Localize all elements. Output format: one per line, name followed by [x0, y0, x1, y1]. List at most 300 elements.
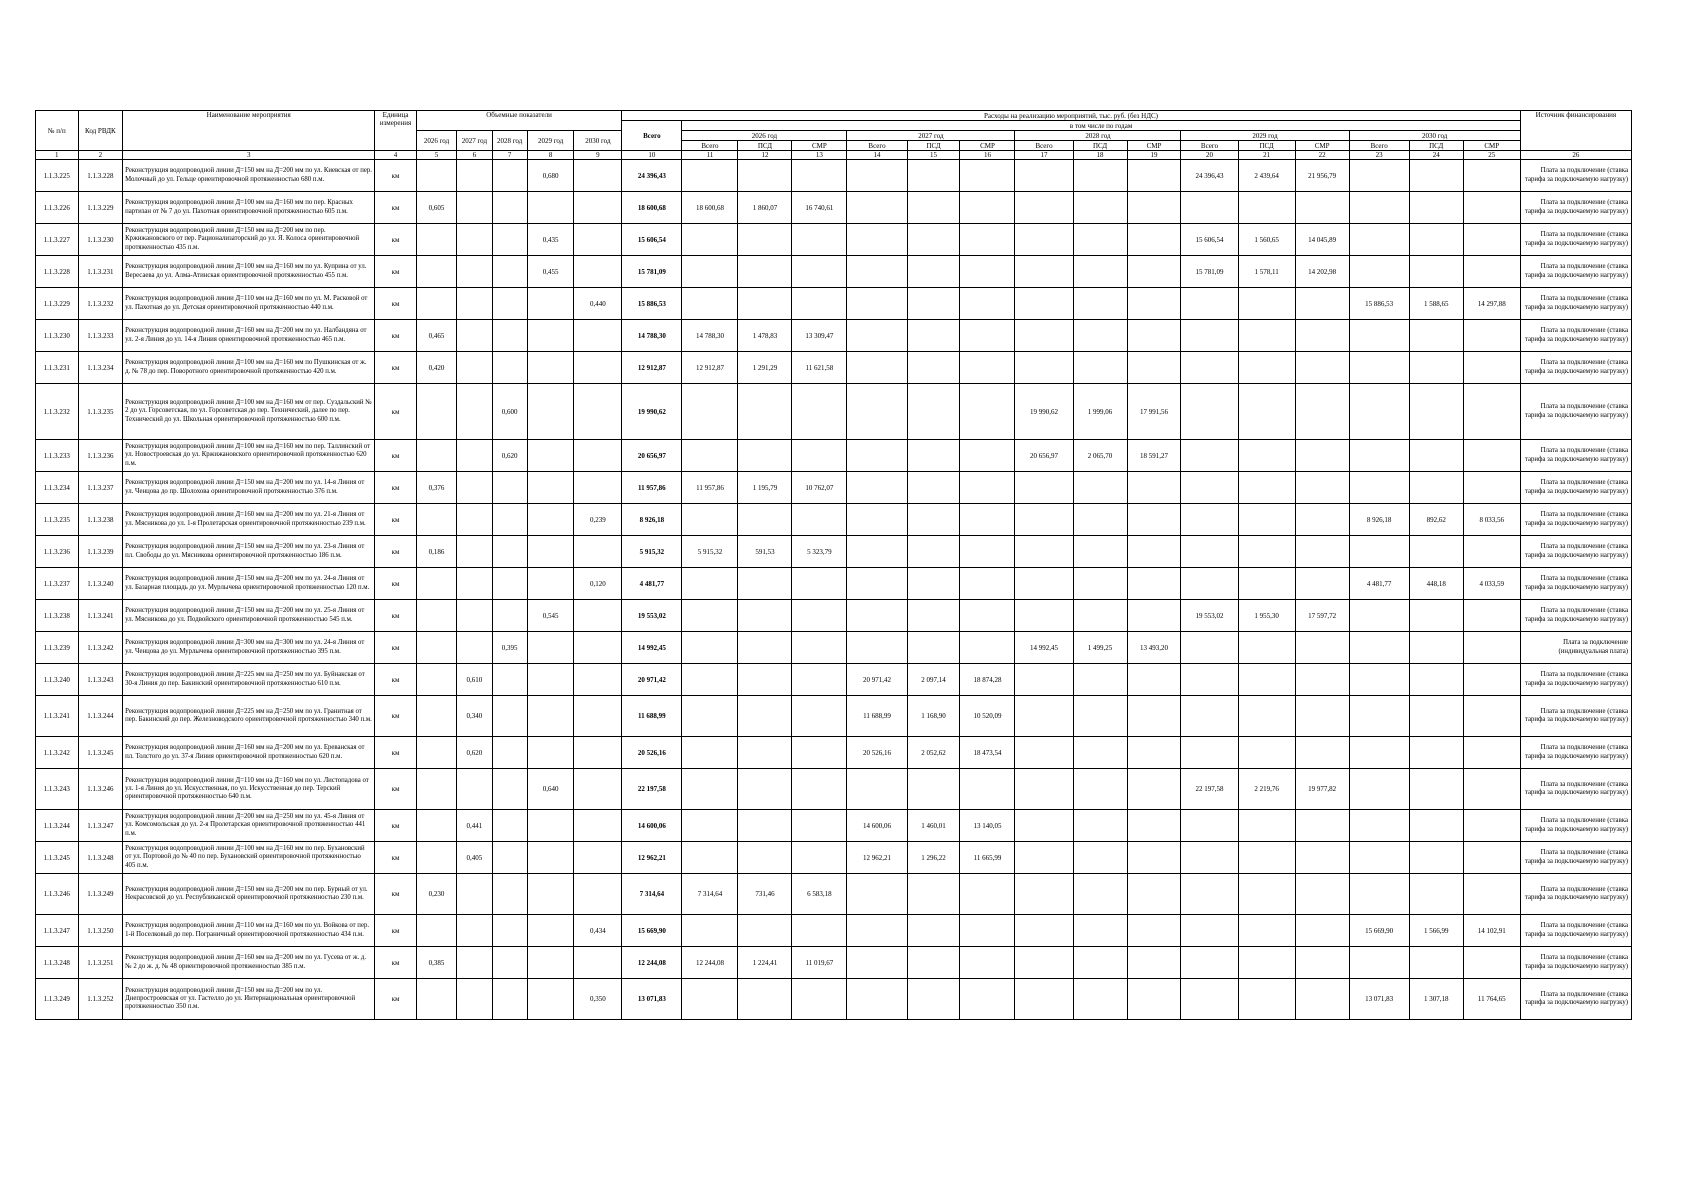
volume-2029	[527, 472, 574, 504]
expense-2026-psd	[738, 842, 792, 874]
expense-2026-total	[682, 440, 738, 472]
expense-2030-total	[1349, 600, 1409, 632]
volume-2026	[416, 504, 456, 536]
row-code: 1.1.3.228	[78, 160, 123, 192]
expense-2030-psd	[1409, 947, 1463, 979]
expense-2029-total	[1181, 504, 1238, 536]
row-total: 15 606,54	[622, 224, 682, 256]
expense-2026-psd: 1 195,79	[738, 472, 792, 504]
volume-2030	[574, 352, 622, 384]
expense-2030-total	[1349, 696, 1409, 737]
expense-2030-psd	[1409, 874, 1463, 915]
expense-2028-psd	[1073, 192, 1127, 224]
volume-2026: 0,186	[416, 536, 456, 568]
expense-2026-psd: 1 860,07	[738, 192, 792, 224]
expense-2030-smr	[1463, 664, 1520, 696]
expense-2028-total	[1015, 696, 1073, 737]
table-row	[36, 810, 1632, 842]
expense-2027-total	[847, 472, 907, 504]
expense-2028-total	[1015, 979, 1073, 1020]
row-code: 1.1.3.232	[78, 288, 123, 320]
expense-2028-smr	[1127, 737, 1181, 769]
expense-2029-smr	[1295, 632, 1349, 664]
volume-2030	[574, 600, 622, 632]
expense-2030-total: 15 669,90	[1349, 915, 1409, 947]
row-funding-source: Плата за подключение (ставка тарифа за подключаемую нагрузку)	[1520, 842, 1631, 874]
expense-2030-total: 13 071,83	[1349, 979, 1409, 1020]
expense-2027-smr	[960, 769, 1015, 810]
expense-2026-psd	[738, 696, 792, 737]
volume-2029: 0,680	[527, 160, 574, 192]
row-total: 24 396,43	[622, 160, 682, 192]
expense-2026-smr: 16 740,61	[792, 192, 847, 224]
sub-header-total: Всего	[682, 141, 738, 151]
expense-2027-smr	[960, 256, 1015, 288]
expense-2029-total	[1181, 664, 1238, 696]
expense-2027-total	[847, 874, 907, 915]
sub-header-smr: СМР	[1295, 141, 1349, 151]
volume-2029	[527, 915, 574, 947]
expense-2027-smr	[960, 979, 1015, 1020]
volume-2027	[457, 192, 492, 224]
table-row	[36, 600, 1632, 632]
expense-2029-total	[1181, 737, 1238, 769]
expense-2027-psd	[907, 947, 960, 979]
row-funding-source: Плата за подключение (ставка тарифа за подключаемую нагрузку)	[1520, 979, 1631, 1020]
expense-2028-total	[1015, 947, 1073, 979]
volume-2030: 0,239	[574, 504, 622, 536]
expense-2026-total	[682, 568, 738, 600]
row-code: 1.1.3.245	[78, 737, 123, 769]
expense-2027-psd	[907, 915, 960, 947]
expense-2030-smr: 11 764,65	[1463, 979, 1520, 1020]
expense-2026-total	[682, 769, 738, 810]
sub-header-total: Всего	[847, 141, 907, 151]
row-total: 4 481,77	[622, 568, 682, 600]
volume-2026	[416, 256, 456, 288]
expense-2028-psd	[1073, 769, 1127, 810]
expense-2029-smr	[1295, 192, 1349, 224]
expense-2030-smr	[1463, 874, 1520, 915]
row-total: 18 600,68	[622, 192, 682, 224]
column-number: 5	[416, 151, 456, 160]
expense-2029-total	[1181, 192, 1238, 224]
sub-header-psd: ПСД	[1409, 141, 1463, 151]
volume-2028: 0,600	[492, 384, 527, 440]
expense-2030-psd	[1409, 440, 1463, 472]
expense-2028-psd	[1073, 568, 1127, 600]
expense-2027-smr	[960, 536, 1015, 568]
row-name: Реконструкция водопроводной линии Д=150 мм на Д=200 мм по пер. Бурный от ул. Некрасовской до ул. Республиканской ориентировочной протяженностью 230 п.м.	[123, 874, 375, 915]
expense-2030-psd	[1409, 737, 1463, 769]
volume-2028	[492, 504, 527, 536]
expense-2030-smr	[1463, 192, 1520, 224]
row-unit: км	[375, 979, 417, 1020]
volume-2029	[527, 568, 574, 600]
sub-header-psd: ПСД	[738, 141, 792, 151]
expense-2026-total	[682, 224, 738, 256]
table-row	[36, 504, 1632, 536]
expense-2026-smr: 5 323,79	[792, 536, 847, 568]
expense-2028-total	[1015, 224, 1073, 256]
expense-2029-psd	[1238, 288, 1295, 320]
row-name: Реконструкция водопроводной линии Д=110 мм на Д=160 мм по ул. М. Расковой от ул. Пахотная до ул. Детская ориентировочной протяженностью 440 п.м.	[123, 288, 375, 320]
expense-2028-total	[1015, 320, 1073, 352]
row-unit: км	[375, 224, 417, 256]
expense-2030-total	[1349, 472, 1409, 504]
header-unit: Единица измерения	[375, 111, 417, 151]
expense-2029-total: 19 553,02	[1181, 600, 1238, 632]
row-name: Реконструкция водопроводной линии Д=100 мм на Д=160 мм по ул. Куприна от ул. Вересаева до ул. Алма-Атинская ориентировочной протяженностью 455 п.м.	[123, 256, 375, 288]
row-number: 1.1.3.246	[36, 874, 79, 915]
volume-2027	[457, 224, 492, 256]
expense-2028-total: 14 992,45	[1015, 632, 1073, 664]
table-row	[36, 224, 1632, 256]
table-row	[36, 472, 1632, 504]
volume-2030	[574, 160, 622, 192]
expense-2027-psd	[907, 352, 960, 384]
vol-year-2030: 2030 год	[574, 131, 622, 151]
expense-2027-total	[847, 769, 907, 810]
volume-2028	[492, 600, 527, 632]
expense-2029-smr	[1295, 696, 1349, 737]
row-name: Реконструкция водопроводной линии Д=100 мм на Д=160 мм по пер. Таллинский от ул. Новостроевская до ул. Кржижановского ориентировочной протяженностью 620 п.м.	[123, 440, 375, 472]
expense-2026-smr	[792, 696, 847, 737]
volume-2030: 0,440	[574, 288, 622, 320]
row-code: 1.1.3.248	[78, 842, 123, 874]
column-number: 8	[527, 151, 574, 160]
column-number: 2	[78, 151, 123, 160]
table-row	[36, 769, 1632, 810]
row-name: Реконструкция водопроводной линии Д=100 мм на Д=160 мм по пер. Красных партизан от № 7 до ул. Пахотная ориентировочной протяженностью 605 п.м.	[123, 192, 375, 224]
expense-2029-psd	[1238, 384, 1295, 440]
expense-2028-psd	[1073, 320, 1127, 352]
expense-2028-total	[1015, 842, 1073, 874]
volume-2030	[574, 256, 622, 288]
expense-2028-total	[1015, 192, 1073, 224]
expense-2028-psd	[1073, 842, 1127, 874]
expense-2026-psd: 1 478,83	[738, 320, 792, 352]
sub-header-smr: СМР	[792, 141, 847, 151]
expense-2030-psd	[1409, 352, 1463, 384]
row-number: 1.1.3.240	[36, 664, 79, 696]
row-total: 8 926,18	[622, 504, 682, 536]
expense-2029-smr: 17 597,72	[1295, 600, 1349, 632]
expense-2030-psd	[1409, 472, 1463, 504]
sub-header-smr: СМР	[1127, 141, 1181, 151]
row-number: 1.1.3.232	[36, 384, 79, 440]
expense-2028-smr	[1127, 600, 1181, 632]
expense-2030-total	[1349, 192, 1409, 224]
row-total: 19 990,62	[622, 384, 682, 440]
expense-2028-smr	[1127, 504, 1181, 536]
expense-2027-total	[847, 256, 907, 288]
row-total: 15 886,53	[622, 288, 682, 320]
expense-2030-smr	[1463, 536, 1520, 568]
expense-2026-total	[682, 664, 738, 696]
volume-2030: 0,120	[574, 568, 622, 600]
expense-2027-total	[847, 536, 907, 568]
expense-2030-psd: 892,62	[1409, 504, 1463, 536]
expense-2030-smr	[1463, 737, 1520, 769]
expense-2028-psd	[1073, 536, 1127, 568]
expense-2029-psd	[1238, 568, 1295, 600]
expense-2030-psd	[1409, 256, 1463, 288]
expense-2028-total	[1015, 737, 1073, 769]
expense-2028-total: 19 990,62	[1015, 384, 1073, 440]
row-code: 1.1.3.236	[78, 440, 123, 472]
expense-2028-psd	[1073, 696, 1127, 737]
exp-year-2029: 2029 год	[1181, 131, 1349, 141]
row-funding-source: Плата за подключение (ставка тарифа за подключаемую нагрузку)	[1520, 874, 1631, 915]
expense-2029-smr	[1295, 737, 1349, 769]
volume-2027	[457, 384, 492, 440]
table-row	[36, 440, 1632, 472]
expense-2030-smr	[1463, 320, 1520, 352]
expense-2029-smr	[1295, 842, 1349, 874]
expense-2028-psd: 1 499,25	[1073, 632, 1127, 664]
expense-2026-psd	[738, 600, 792, 632]
volume-2028	[492, 842, 527, 874]
expense-2027-smr	[960, 320, 1015, 352]
volume-2027	[457, 440, 492, 472]
expense-2029-psd	[1238, 440, 1295, 472]
expense-2029-smr	[1295, 979, 1349, 1020]
expense-2029-total	[1181, 632, 1238, 664]
row-funding-source: Плата за подключение (ставка тарифа за подключаемую нагрузку)	[1520, 192, 1631, 224]
row-funding-source: Плата за подключение (ставка тарифа за подключаемую нагрузку)	[1520, 915, 1631, 947]
column-number: 3	[123, 151, 375, 160]
expense-2027-smr	[960, 192, 1015, 224]
sub-header-total: Всего	[1181, 141, 1238, 151]
volume-2028: 0,620	[492, 440, 527, 472]
expense-2027-total	[847, 352, 907, 384]
expense-2027-psd: 2 097,14	[907, 664, 960, 696]
row-name: Реконструкция водопроводной линии Д=160 мм на Д=200 мм по ул. Ереванская от пл. Толстого до ул. 37-я Линия ориентировочной протяженностью 620 п.м.	[123, 737, 375, 769]
expense-2029-total	[1181, 320, 1238, 352]
row-funding-source: Плата за подключение (индивидуальная плата)	[1520, 632, 1631, 664]
row-number: 1.1.3.237	[36, 568, 79, 600]
row-code: 1.1.3.231	[78, 256, 123, 288]
expense-2029-total	[1181, 979, 1238, 1020]
expense-2028-smr	[1127, 256, 1181, 288]
volume-2028	[492, 810, 527, 842]
expense-2028-total	[1015, 600, 1073, 632]
row-code: 1.1.3.234	[78, 352, 123, 384]
expense-2029-smr	[1295, 288, 1349, 320]
expense-2026-smr	[792, 632, 847, 664]
volume-2028	[492, 536, 527, 568]
row-total: 5 915,32	[622, 536, 682, 568]
volume-2026: 0,605	[416, 192, 456, 224]
row-code: 1.1.3.233	[78, 320, 123, 352]
row-number: 1.1.3.243	[36, 769, 79, 810]
row-name: Реконструкция водопроводной линии Д=160 мм на Д=200 мм по ул. 21-я Линия от ул. Мясникова до ул. 1-я Пролетарская ориентировочной протяженностью 239 п.м.	[123, 504, 375, 536]
row-funding-source: Плата за подключение (ставка тарифа за подключаемую нагрузку)	[1520, 472, 1631, 504]
row-total: 7 314,64	[622, 874, 682, 915]
volume-2028	[492, 288, 527, 320]
volume-2027	[457, 320, 492, 352]
row-total: 20 971,42	[622, 664, 682, 696]
sub-header-total: Всего	[1015, 141, 1073, 151]
expense-2027-total	[847, 568, 907, 600]
row-name: Реконструкция водопроводной линии Д=110 мм на Д=160 мм по ул. Листопадова от ул. 1-я Линия до ул. Искусственная, по ул. Искусственная до пер. Терский ориентировочной протяженностью 640 п.м.	[123, 769, 375, 810]
vol-year-2027: 2027 год	[457, 131, 492, 151]
expense-2027-smr	[960, 160, 1015, 192]
expense-2028-total	[1015, 810, 1073, 842]
expense-2030-total	[1349, 947, 1409, 979]
row-number: 1.1.3.244	[36, 810, 79, 842]
expense-2026-psd	[738, 664, 792, 696]
row-unit: км	[375, 737, 417, 769]
expense-2029-psd	[1238, 947, 1295, 979]
expense-2026-smr	[792, 810, 847, 842]
column-number: 20	[1181, 151, 1238, 160]
expense-2028-total	[1015, 472, 1073, 504]
volume-2027	[457, 600, 492, 632]
row-unit: км	[375, 192, 417, 224]
header-expenses: Расходы на реализацию мероприятий, тыс. руб. (без НДС)	[622, 111, 1520, 121]
expense-2029-psd	[1238, 696, 1295, 737]
expense-2029-psd: 2 439,64	[1238, 160, 1295, 192]
expense-2027-total	[847, 915, 907, 947]
expense-2026-smr: 11 019,67	[792, 947, 847, 979]
volume-2029	[527, 632, 574, 664]
expense-2029-smr: 19 977,82	[1295, 769, 1349, 810]
row-funding-source: Плата за подключение (ставка тарифа за подключаемую нагрузку)	[1520, 600, 1631, 632]
expense-2029-total	[1181, 568, 1238, 600]
table-row	[36, 696, 1632, 737]
expense-2027-smr	[960, 352, 1015, 384]
expense-2029-total: 15 781,09	[1181, 256, 1238, 288]
expense-2029-psd	[1238, 192, 1295, 224]
expense-2030-smr	[1463, 256, 1520, 288]
expense-2029-smr	[1295, 384, 1349, 440]
expense-2027-smr	[960, 384, 1015, 440]
expense-2030-total	[1349, 224, 1409, 256]
column-number: 11	[682, 151, 738, 160]
expense-2027-psd	[907, 536, 960, 568]
column-number: 18	[1073, 151, 1127, 160]
expense-2030-total	[1349, 737, 1409, 769]
row-code: 1.1.3.241	[78, 600, 123, 632]
expense-2029-total	[1181, 874, 1238, 915]
volume-2026	[416, 842, 456, 874]
expense-2029-total	[1181, 288, 1238, 320]
expense-2027-total: 11 688,99	[847, 696, 907, 737]
volume-2027	[457, 632, 492, 664]
volume-2028	[492, 696, 527, 737]
expense-2028-total	[1015, 160, 1073, 192]
volume-2030	[574, 536, 622, 568]
column-number: 14	[847, 151, 907, 160]
volume-2029	[527, 842, 574, 874]
volume-2029: 0,455	[527, 256, 574, 288]
expense-2029-psd	[1238, 874, 1295, 915]
volume-2030	[574, 632, 622, 664]
expense-2027-psd	[907, 600, 960, 632]
row-funding-source: Плата за подключение (ставка тарифа за подключаемую нагрузку)	[1520, 664, 1631, 696]
expense-2028-psd	[1073, 664, 1127, 696]
expense-2029-smr	[1295, 504, 1349, 536]
column-number: 9	[574, 151, 622, 160]
row-code: 1.1.3.239	[78, 536, 123, 568]
row-unit: км	[375, 600, 417, 632]
expense-2029-psd	[1238, 472, 1295, 504]
volume-2029	[527, 440, 574, 472]
expense-2030-smr	[1463, 947, 1520, 979]
row-total: 15 669,90	[622, 915, 682, 947]
volume-2027	[457, 288, 492, 320]
expense-2030-psd	[1409, 842, 1463, 874]
row-code: 1.1.3.250	[78, 915, 123, 947]
row-total: 14 600,06	[622, 810, 682, 842]
expense-2030-total	[1349, 440, 1409, 472]
expense-2030-total	[1349, 384, 1409, 440]
expense-2028-smr	[1127, 696, 1181, 737]
row-number: 1.1.3.249	[36, 979, 79, 1020]
expense-2029-psd	[1238, 664, 1295, 696]
volume-2030	[574, 737, 622, 769]
expense-2030-total	[1349, 874, 1409, 915]
volume-2029	[527, 696, 574, 737]
expense-2026-psd	[738, 160, 792, 192]
expense-2026-total	[682, 160, 738, 192]
expense-2026-psd	[738, 384, 792, 440]
expense-2026-smr	[792, 160, 847, 192]
column-number: 4	[375, 151, 417, 160]
expense-2030-psd	[1409, 224, 1463, 256]
row-number: 1.1.3.239	[36, 632, 79, 664]
table-row	[36, 568, 1632, 600]
row-name: Реконструкция водопроводной линии Д=150 мм на Д=200 мм по пер. Кржижановского от пер. Рационализаторский до ул. Я. Колоса ориентировочной протяженностью 435 п.м.	[123, 224, 375, 256]
expense-2026-psd	[738, 810, 792, 842]
volume-2026	[416, 568, 456, 600]
column-number: 6	[457, 151, 492, 160]
vol-year-2026: 2026 год	[416, 131, 456, 151]
expense-2030-smr	[1463, 632, 1520, 664]
row-code: 1.1.3.243	[78, 664, 123, 696]
column-number: 15	[907, 151, 960, 160]
expense-2028-psd: 2 065,70	[1073, 440, 1127, 472]
expense-2026-total	[682, 979, 738, 1020]
row-code: 1.1.3.238	[78, 504, 123, 536]
volume-2030	[574, 384, 622, 440]
vol-year-2028: 2028 год	[492, 131, 527, 151]
expense-2028-psd	[1073, 810, 1127, 842]
expense-2028-psd	[1073, 874, 1127, 915]
expense-2026-smr	[792, 664, 847, 696]
table-row	[36, 947, 1632, 979]
row-number: 1.1.3.228	[36, 256, 79, 288]
volume-2028	[492, 979, 527, 1020]
table-row	[36, 320, 1632, 352]
volume-2027	[457, 256, 492, 288]
expense-2030-total: 15 886,53	[1349, 288, 1409, 320]
expense-2030-psd	[1409, 320, 1463, 352]
expense-2028-psd	[1073, 600, 1127, 632]
row-name: Реконструкция водопроводной линии Д=200 мм на Д=250 мм по ул. 45-я Линия от ул. Комсомольская до ул. 2-я Пролетарская ориентировочной протяженностью 441 п.м.	[123, 810, 375, 842]
exp-year-2030: 2030 год	[1349, 131, 1520, 141]
expense-2028-total	[1015, 352, 1073, 384]
expense-2029-psd	[1238, 352, 1295, 384]
volume-2028	[492, 472, 527, 504]
expense-2030-smr: 14 102,91	[1463, 915, 1520, 947]
expense-2027-psd	[907, 192, 960, 224]
vol-year-2029: 2029 год	[527, 131, 574, 151]
expense-2027-psd	[907, 769, 960, 810]
expense-2030-smr	[1463, 472, 1520, 504]
